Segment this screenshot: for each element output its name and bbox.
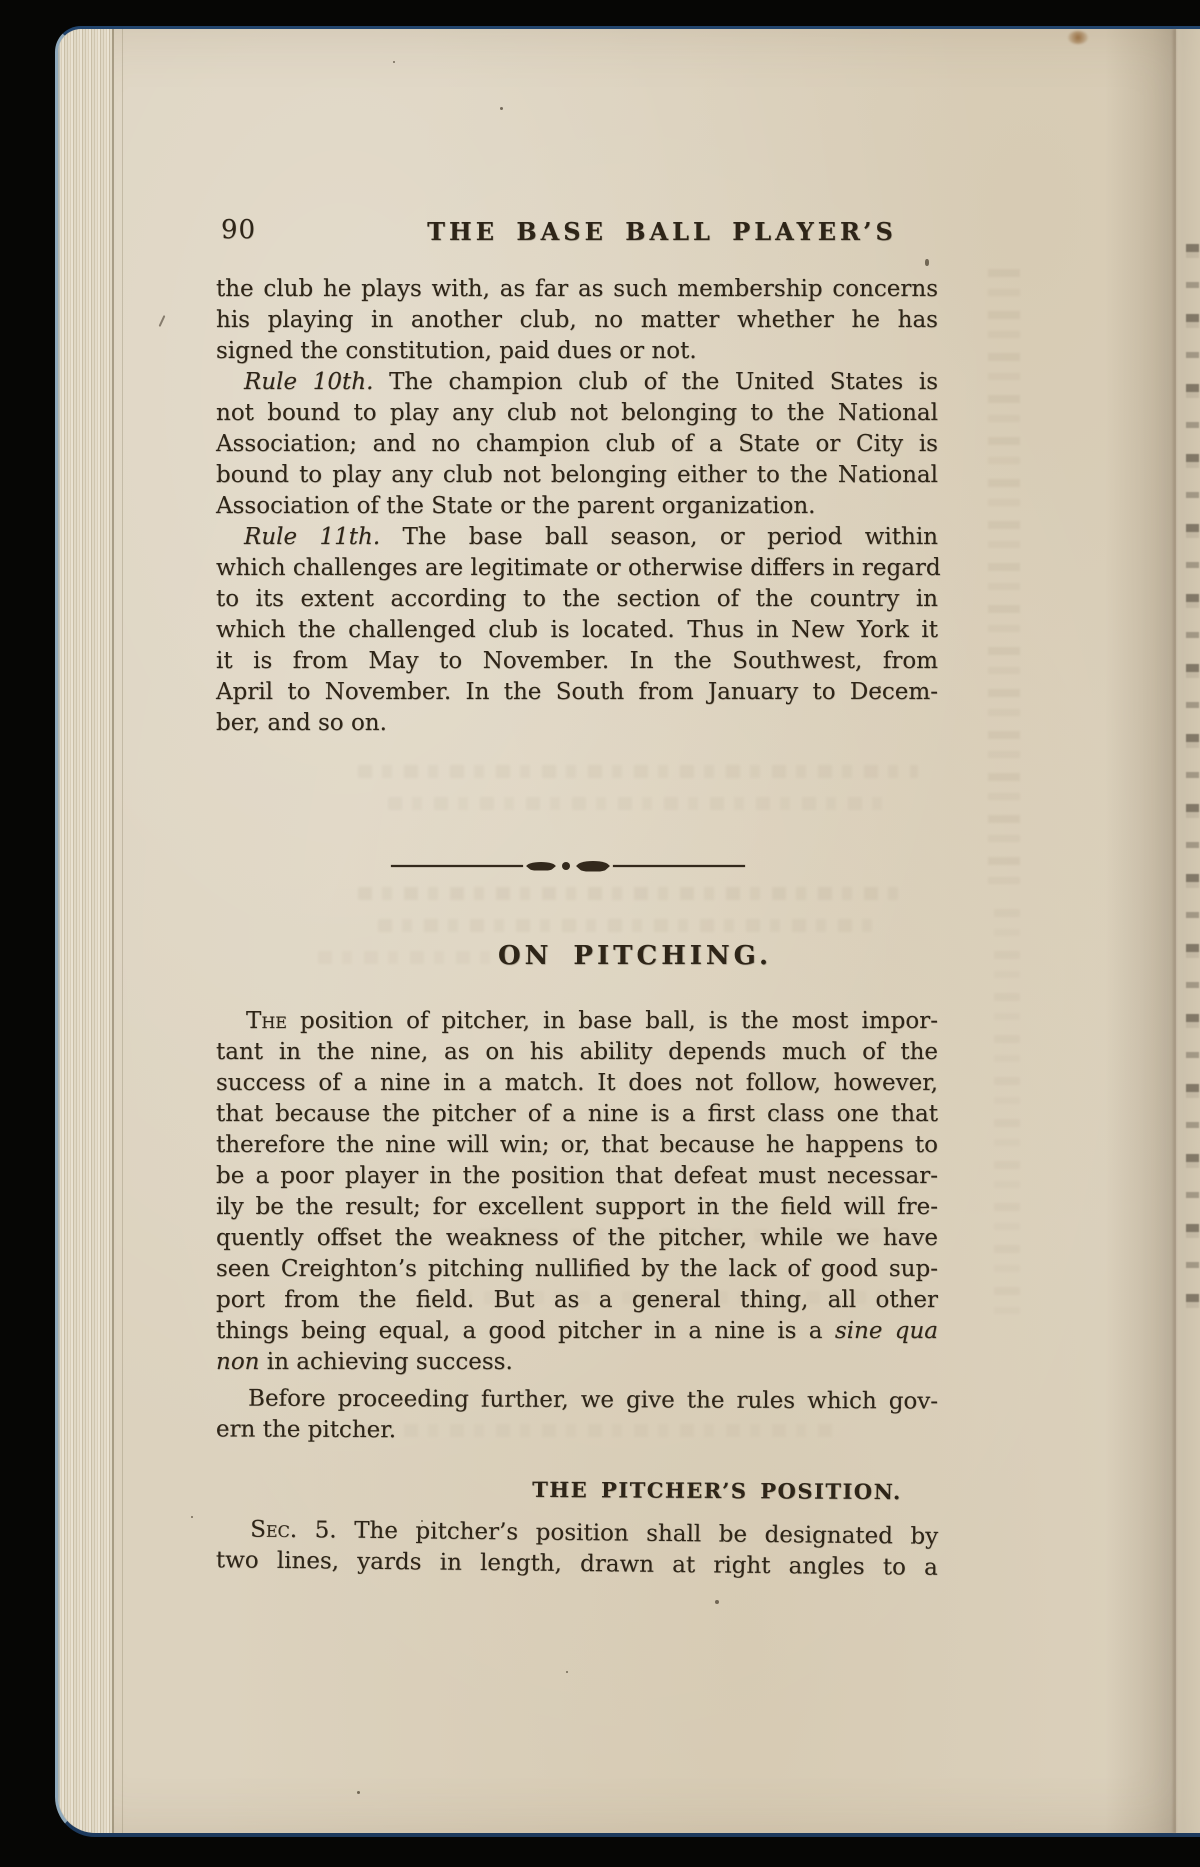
fore-edge-page-stack [58,29,112,1833]
text-line: therefore the nine will win; or, that because he happens to [216,1132,938,1158]
page-speck [191,1516,193,1518]
text-line: Association of the State or the parent organization. [216,493,816,519]
rule-label: Rule 11th. [244,524,381,550]
text-line: April to November. In the South from January to Decem- [216,679,938,705]
book-page [55,26,1200,1837]
divider-ornament [207,861,929,871]
dot-shape [562,862,570,870]
text-line: Association; and no champion club of a State or City is [216,431,938,457]
paragraph-before-rules [216,1383,938,1448]
text-segment: The champion club of the United States is [373,369,939,395]
rule-label: Rule 10th. [244,369,374,395]
text-segment: position of pitcher, in base ball, is the most impor- [286,1008,938,1034]
text-line: it is from May to November. In the Southwest, from [216,648,938,674]
paragraph-pitching [216,1006,938,1378]
gutter-crease [1173,29,1176,1833]
text-line: which challenges are legitimate or otherwise differs in regard [216,555,941,581]
margin-mark [159,315,166,327]
text-line: tant in the nine, as on his ability depends much of the [216,1039,938,1065]
divider-rule [391,865,523,867]
text-line: two lines, yards in length, drawn at right angles to a [215,1547,938,1581]
text-line: which the challenged club is located. Thus in New York it [216,617,938,643]
text-line: bound to play any club not belonging either to the National [216,462,938,488]
bleedthrough-line [358,765,918,778]
diamond-shape [526,862,556,871]
diamond-shape [576,861,610,872]
bleedthrough-line [358,887,898,900]
text-line [216,1006,938,1037]
text-segment: things being equal, a good pitcher in a nine is a [216,1318,835,1344]
text-line: to its extent according to the section of the country in [216,586,938,612]
bleedthrough-column [994,909,1020,1329]
running-title: THE BASE BALL PLAYER’S [427,217,897,246]
text-line [216,522,938,553]
page-edge-crease [112,29,114,1833]
text-line: success of a nine in a match. It does not follow, however, [216,1070,938,1096]
divider-rule [613,865,745,867]
sec-label: Sec. 5. [250,1516,337,1544]
latin-phrase: non [216,1349,260,1375]
subsection-heading: THE PITCHER’S POSITION. [532,1476,902,1505]
paragraph-rule-11 [216,522,941,739]
text-line [216,1347,938,1378]
text-line: ily be the result; for excellent support in the field will fre- [216,1194,938,1220]
paragraph-sec-5 [216,1514,939,1584]
bleedthrough-line [378,919,878,932]
latin-phrase: sine qua [834,1318,938,1344]
page-edge-crease [122,29,123,1833]
text-line: ern the pitcher. [215,1416,397,1444]
paragraph-intro [216,274,938,367]
page-speck [715,1600,719,1604]
page-speck [925,259,929,266]
text-line: be a poor player in the position that defeat must necessar- [216,1163,938,1189]
text-line: ber, and so on. [216,710,387,736]
text-line [216,1316,938,1347]
text-line: port from the field. But as a general thing, all other [216,1287,938,1313]
text-line: not bound to play any club not belonging to the National [216,400,938,426]
text-line: quently offset the weakness of the pitcher, while we have [216,1225,938,1251]
text-segment: The pitcher’s position shall be designated by [336,1517,939,1550]
text-line: his playing in another club, no matter whether he has [216,307,938,333]
text-line: the club he plays with, as far as such membership concerns [216,276,938,302]
facing-page-ghost-text [1186,244,1199,1324]
text-line: Before proceeding further, we give the rules which gov- [248,1385,939,1415]
page-stain [1068,31,1088,44]
bleedthrough-line [388,797,888,810]
text-line: that because the pitcher of a nine is a first class one that [216,1101,938,1127]
text-segment: The base ball season, or period within [380,524,938,550]
bleedthrough-column [988,269,1020,889]
page-speck [357,1791,360,1794]
page-header [216,215,938,249]
lead-word: The [246,1008,287,1034]
text-line: seen Creighton’s pitching nullified by the lack of good sup- [216,1256,938,1282]
paragraph-rule-10 [216,367,938,522]
section-heading: ON PITCHING. [497,941,773,971]
text-line [216,367,938,398]
text-segment: in achieving success. [259,1349,513,1375]
page-speck [500,107,503,110]
text-line: signed the constitution, paid dues or not. [216,338,697,364]
page-number: 90 [221,215,257,245]
page-speck [393,61,395,63]
page-speck [566,1671,568,1673]
